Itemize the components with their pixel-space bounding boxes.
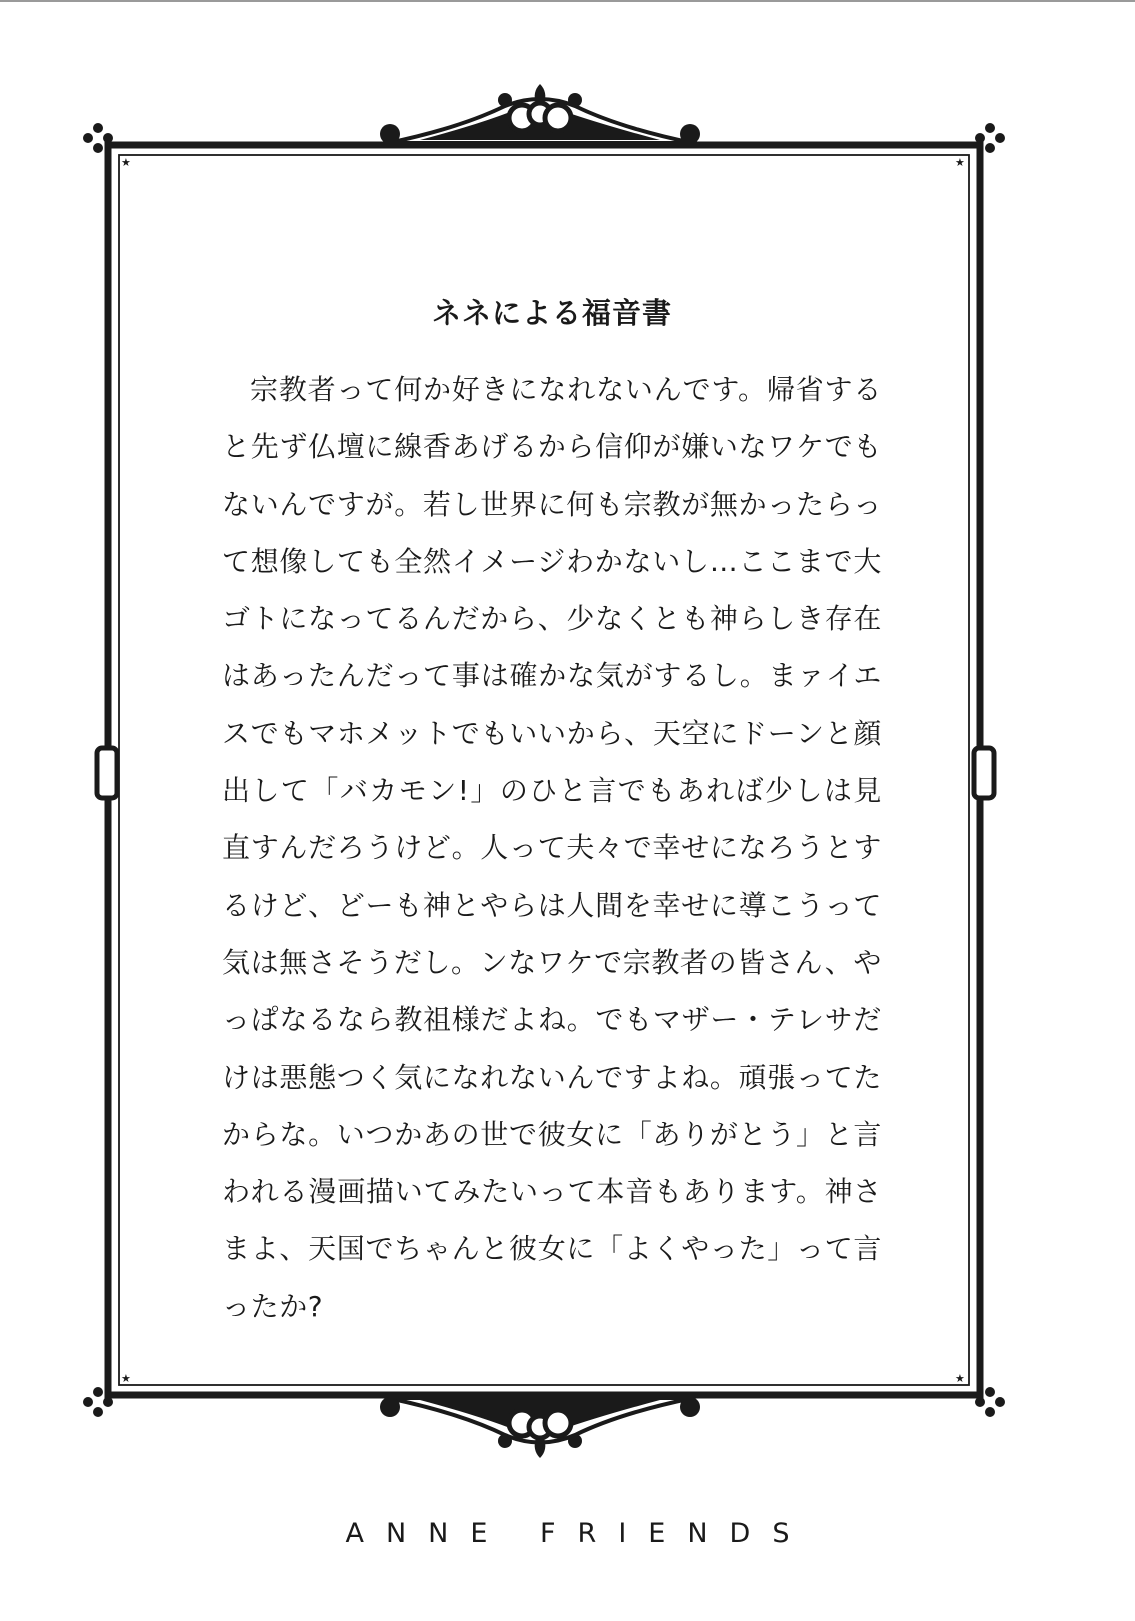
svg-text:★: ★ (955, 1372, 965, 1385)
essay-block (222, 293, 882, 1335)
svg-text:★: ★ (955, 156, 965, 169)
svg-text:★: ★ (121, 156, 131, 169)
footer-brand: ANNE FRIENDS (345, 1518, 812, 1549)
page-title: ネネによる福音書 (431, 296, 672, 330)
ornament-top-icon (380, 84, 700, 144)
body-text: 宗教者って何か好きになれないんです。帰省すると先ず仏壇に線香あげるから信仰が嫌いなワケでもないんですが。若し世界に何も宗教が無かったらって想像しても全然イメージわかないし…ここまで大ゴトになってるんだから、少なくとも神らしき存在はあったんだって事は確かな気がするし。まァイエスでもマホメットでもいいから、天空にドーンと顔出して「バカモン!」のひと言でもあれば少しは見直すんだろうけど。人って夫々で幸せになろうとするけど、どーも神とやらは人間を幸せに導こうって気は無さそうだし。ンなワケで宗教者の皆さん、やっぱなるなら教祖様だよね。でもマザー・テレサだけは悪態つく気になれないんですよね。頑張ってたからな。いつかあの世で彼女に「ありがとう」と言われる漫画描いてみたいって本音もあります。神さまよ、天国でちゃんと彼女に「よくやった」って言ったか? (222, 373, 882, 1323)
svg-text:★: ★ (121, 1372, 131, 1385)
ornament-bottom-icon (380, 1397, 700, 1458)
